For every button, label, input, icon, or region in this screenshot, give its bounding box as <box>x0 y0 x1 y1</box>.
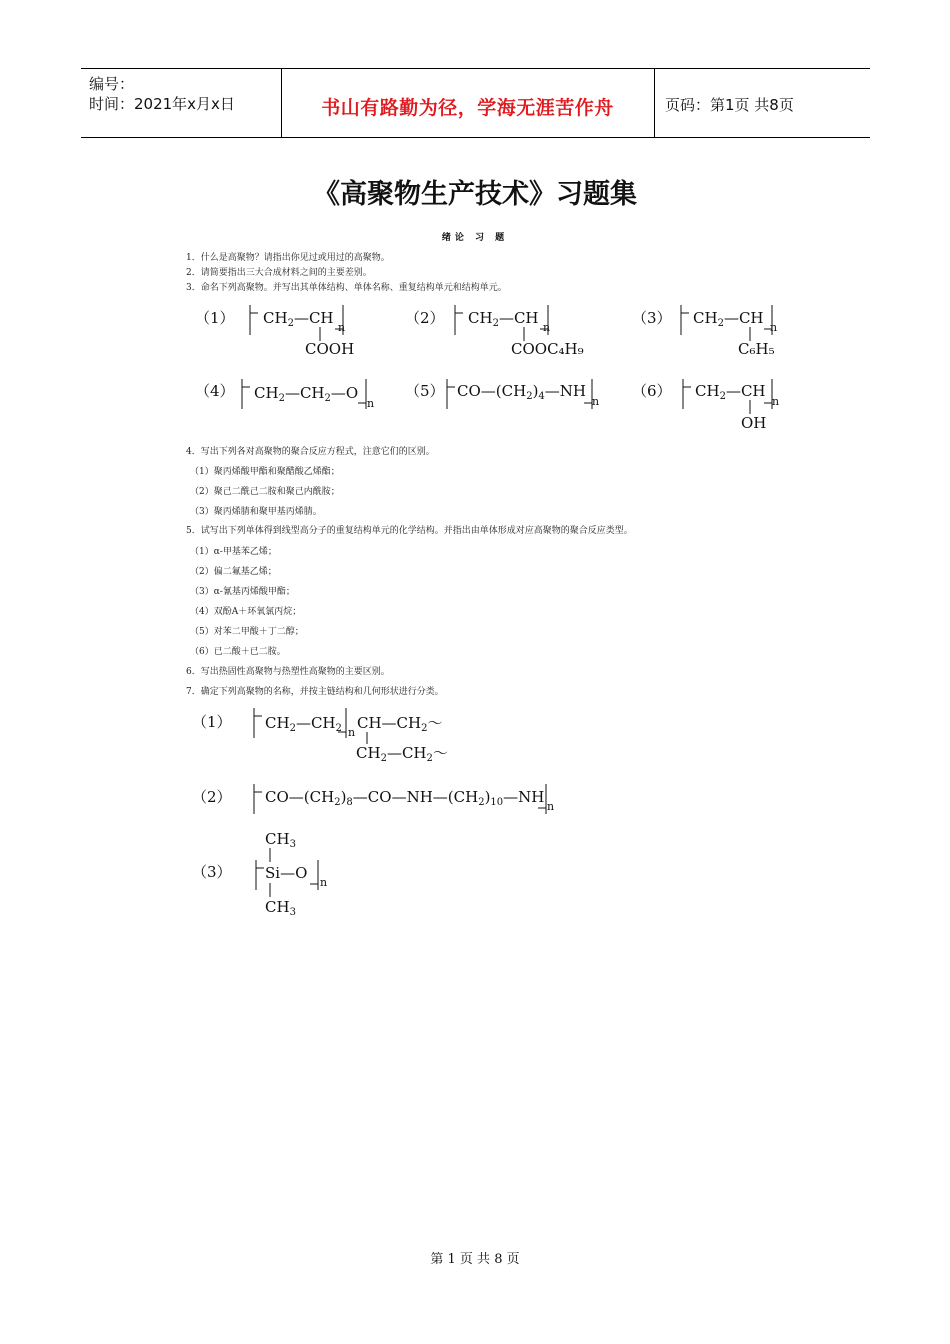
svg-text:n: n <box>770 321 778 334</box>
formula-1 <box>250 305 354 358</box>
question-5-item: （5）对苯二甲酸＋丁二醇； <box>190 627 304 637</box>
header-motto-cell <box>281 69 655 137</box>
question-5-item: （1）α-甲基苯乙烯； <box>190 547 277 557</box>
formula-3-sub: C₆H₅ <box>738 340 775 358</box>
question-2: 2．请简要指出三大合成材料之间的主要差别。 <box>186 268 372 278</box>
svg-text:CH3: $CH_3$ <box>265 830 296 850</box>
time-label: 时间：2021年x月x日 <box>89 95 235 113</box>
formula-1-sub: COOH <box>305 340 355 358</box>
number-label: 编号： <box>89 75 135 93</box>
question-4-item: （1）聚丙烯酸甲酯和聚醋酸乙烯酯； <box>190 467 340 477</box>
header-page-cell <box>655 69 870 137</box>
svg-text:n: n <box>772 395 780 408</box>
svg-text:n: n <box>543 321 551 334</box>
motto-text: 书山有路勤为径，学海无涯苦作舟 <box>321 97 614 119</box>
formula-label-3: （3） <box>632 309 672 327</box>
q7-formula-2 <box>254 784 554 814</box>
svg-text:n: n <box>348 726 356 739</box>
svg-text:n: n <box>367 397 375 410</box>
question-7: 7．确定下列高聚物的名称，并按主链结构和几何形状进行分类。 <box>186 687 444 697</box>
page-info: 页码：第1页 共8页 <box>665 96 794 114</box>
svg-text:CH2—CH: $CH_2—CH$ <box>263 309 334 329</box>
question-5-item: （4）双酚A＋环氧氯丙烷； <box>190 607 302 617</box>
section-heading: 绪论 习 题 <box>441 233 509 243</box>
formula-label-6: （6） <box>632 382 672 400</box>
svg-text:CH2—CH: $CH_2—CH$ <box>695 382 766 402</box>
q7-label-2: （2） <box>192 788 232 806</box>
svg-text:CH2—CH: $CH_2—CH$ <box>693 309 764 329</box>
formula-3 <box>681 305 777 358</box>
question-1: 1．什么是高聚物？请指出你见过或用过的高聚物。 <box>186 253 390 263</box>
page-footer: 第 1 页 共 8 页 <box>430 1252 520 1267</box>
svg-text:CO—(CH2)4—NH: $CO—(CH_2)_4—NH$ <box>457 382 587 402</box>
formula-2-sub: COOC₄H₉ <box>511 340 584 358</box>
formula-label-1: （1） <box>195 309 235 327</box>
question-4-item: （2）聚己二酰己二胺和聚己内酰胺； <box>190 487 340 497</box>
header-table <box>81 68 870 138</box>
formula-label-4: （4） <box>195 382 235 400</box>
svg-text:Si—O: Si—O <box>265 864 308 882</box>
q7-formula-1 <box>254 708 448 764</box>
q7-label-3: （3） <box>192 863 232 881</box>
svg-text:n: n <box>320 876 328 889</box>
question-4: 4．写出下列各对高聚物的聚合反应方程式，注意它们的区别。 <box>186 447 435 457</box>
q7-label-1: （1） <box>192 713 232 731</box>
svg-text:CH2—CH2: $CH_2—CH_2$ <box>265 714 342 734</box>
question-5-item: （3）α-氰基丙烯酸甲酯； <box>190 587 295 597</box>
formula-4 <box>242 379 374 410</box>
formula-label-5: （5） <box>405 382 445 400</box>
formula-6-sub: OH <box>741 414 767 432</box>
q7-formulas <box>0 700 950 925</box>
question-5-item: （2）偏二氟基乙烯； <box>190 567 277 577</box>
formula-2 <box>455 305 584 358</box>
svg-text:n: n <box>338 321 346 334</box>
document-title: 《高聚物生产技术》习题集 <box>313 179 637 210</box>
formula-6 <box>683 379 779 432</box>
svg-text:n: n <box>547 800 555 813</box>
svg-text:CO—(CH2)8—CO—NH—(CH2)10—NH: $CO—(CH_2)_8—CO—NH—(CH_2)_{10}—NH$ <box>265 788 545 808</box>
formula-5 <box>447 379 599 409</box>
question-5-item: （6）已二酸＋已二胺。 <box>190 647 286 657</box>
svg-text:CH2—CH: $CH_2—CH$ <box>468 309 539 329</box>
svg-text:CH2—CH2〜: $CH_2—CH_2$〜 <box>356 744 448 764</box>
svg-text:CH3: $CH_3$ <box>265 898 296 918</box>
question-6: 6．写出热固性高聚物与热塑性高聚物的主要区别。 <box>186 667 390 677</box>
question-4-item: （3）聚丙烯腈和聚甲基丙烯腈。 <box>190 507 322 517</box>
svg-text:CH2—CH2—O: $CH_2—CH_2—O$ <box>254 384 359 404</box>
question-3: 3．命名下列高聚物。并写出其单体结构、单体名称、重复结构单元和结构单元。 <box>186 283 507 293</box>
formula-label-2: （2） <box>405 309 445 327</box>
q3-formulas <box>0 295 950 440</box>
q7-formula-3 <box>256 830 327 918</box>
svg-text:n: n <box>592 395 600 408</box>
svg-text:CH—CH2〜: $CH—CH_2$〜 <box>357 714 443 734</box>
header-meta-cell <box>81 69 282 137</box>
question-5: 5．试写出下列单体得到线型高分子的重复结构单元的化学结构。并指出由单体形成对应高聚物的聚合反应类型。 <box>186 526 633 536</box>
